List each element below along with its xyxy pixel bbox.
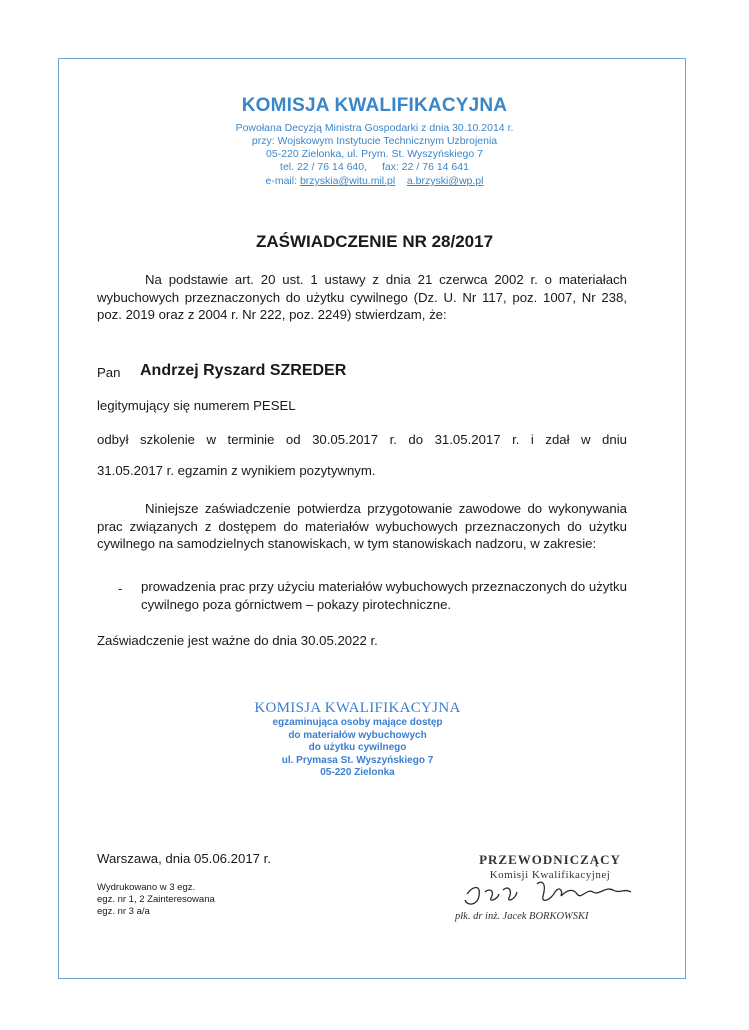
- stamp-line: egzaminująca osoby mające dostęp: [272, 717, 443, 728]
- stamp-title: KOMISJA KWALIFIKACYJNA: [254, 700, 461, 716]
- header-phone-fax: [0, 161, 749, 173]
- copy-distribution-1: egz. nr 1, 2 Zainteresowana: [97, 894, 215, 905]
- person-name: Andrzej Ryszard SZREDER: [140, 362, 347, 379]
- signatory-name: płk. dr inż. Jacek BORKOWSKI: [455, 911, 589, 922]
- scope-paragraph: Niniejsze zaświadczenie potwierdza przygotowanie zawodowe do wykonywania prac związanych z dostępem do materiałów wybuchowych przeznaczonych do użytku cywilnego na samodzielnych stanowiskach, w tym stanowiskach nadzoru, w zakresie:: [97, 501, 627, 552]
- email-label: e-mail:: [265, 175, 298, 187]
- header-appointment: Powołana Decyzją Ministra Gospodarki z dnia 30.10.2014 r.: [235, 122, 514, 134]
- place-and-date: Warszawa, dnia 05.06.2017 r.: [97, 851, 271, 866]
- handwritten-signature-icon: [455, 876, 645, 910]
- certificate-title: ZAŚWIADCZENIE NR 28/2017: [255, 232, 494, 251]
- email-link-1[interactable]: brzyskia@witu.mil.pl: [299, 175, 396, 187]
- phone-number: tel. 22 / 76 14 640,: [280, 161, 368, 173]
- stamp-line: ul. Prymasa St. Wyszyńskiego 7: [281, 754, 434, 766]
- training-line-2: 31.05.2017 r. egzamin z wynikiem pozytywnym.: [97, 463, 376, 478]
- header-institute: przy: Wojskowym Instytucie Technicznym Uzbrojenia: [251, 135, 498, 147]
- bullet-dash: -: [118, 581, 123, 596]
- stamp-line: do użytku cywilnego: [308, 742, 407, 753]
- header-address: 05-220 Zielonka, ul. Prym. St. Wyszyńskiego 7: [266, 148, 483, 160]
- legal-basis-paragraph: Na podstawie art. 20 ust. 1 ustawy z dnia 21 czerwca 2002 r. o materiałach wybuchowych przeznaczonych do użytku cywilnego (Dz. U. Nr 117, poz. 1007, Nr 238, poz. 2019 oraz z 2004 r. Nr 222, poz. 2249) stwierdzam, że:: [97, 272, 627, 323]
- signature-block: [455, 852, 645, 922]
- stamp-line: do materiałów wybuchowych: [288, 729, 427, 741]
- committee-title: KOMISJA KWALIFIKACYJNA: [241, 95, 508, 116]
- header-email: [0, 175, 749, 187]
- signature-title: PRZEWODNICZĄCY: [479, 852, 621, 867]
- scope-item: prowadzenia prac przy użyciu materiałów wybuchowych przeznaczonych do użytku cywilnego poza górnictwem – pokazy pirotechniczne.: [141, 579, 627, 612]
- signature-subtitle: Komisji Kwalifikacyjnej: [489, 869, 611, 881]
- copy-distribution-2: egz. nr 3 a/a: [97, 906, 150, 917]
- print-count: Wydrukowano w 3 egz.: [97, 882, 196, 893]
- training-line-1: odbył szkolenie w terminie od 30.05.2017 r. do 31.05.2017 r. i zdał w dniu: [97, 432, 627, 447]
- salutation: Pan: [97, 365, 121, 380]
- email-link-2[interactable]: a.brzyski@wp.pl: [406, 175, 484, 187]
- validity-line: Zaświadczenie jest ważne do dnia 30.05.2022 r.: [97, 633, 378, 648]
- committee-stamp: [250, 700, 465, 780]
- pesel-line: legitymujący się numerem PESEL: [97, 398, 296, 413]
- stamp-line: 05-220 Zielonka: [320, 767, 395, 778]
- fax-number: fax: 22 / 76 14 641: [381, 161, 469, 173]
